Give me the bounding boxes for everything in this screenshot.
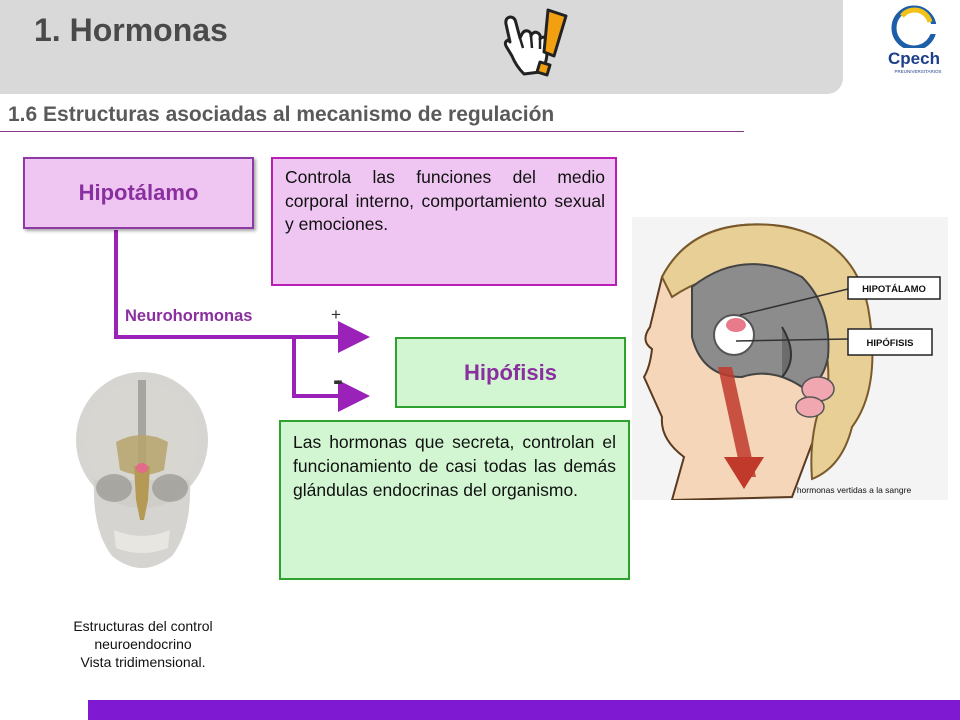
hipotalamo-box: Hipotálamo [23,157,254,229]
section-subtitle: 1.6 Estructuras asociadas al mecanismo de regulación [8,103,555,126]
logo-text: Cpech [888,49,940,68]
label-hipotalamo: HIPOTÁLAMO [862,284,926,295]
hipofisis-box: Hipófisis [395,337,626,408]
hipotalamo-description: Controla las funciones del medio corporal interno, comportamiento sexual y emociones. [271,157,617,286]
skull-3d-image [68,370,216,580]
caption-line-3: Vista tridimensional. [80,654,206,670]
label-hipofisis: HIPÓFISIS [866,338,914,349]
inhibition-sign: - [333,364,343,397]
caption-line-2: neuroendocrino [94,636,192,652]
stimulation-sign: + [331,305,341,324]
hipofisis-description: Las hormonas que secreta, controlan el funcionamiento de casi todas las demás glándulas endocrinas del organismo. [279,420,630,580]
logo-tagline: PREUNIVERSITARIOS [894,69,942,74]
slide-title: 1. Hormonas [34,12,228,48]
arrow-to-hipofisis-minus [294,337,362,396]
caption-line-1: Estructuras del control [73,618,213,634]
skull-caption [40,617,246,671]
footer-bar [88,700,960,720]
label-blood: hormonas vertidas a la sangre [796,485,912,495]
head-profile-image [632,217,948,500]
neurohormonas-label: Neurohormonas [125,307,253,325]
